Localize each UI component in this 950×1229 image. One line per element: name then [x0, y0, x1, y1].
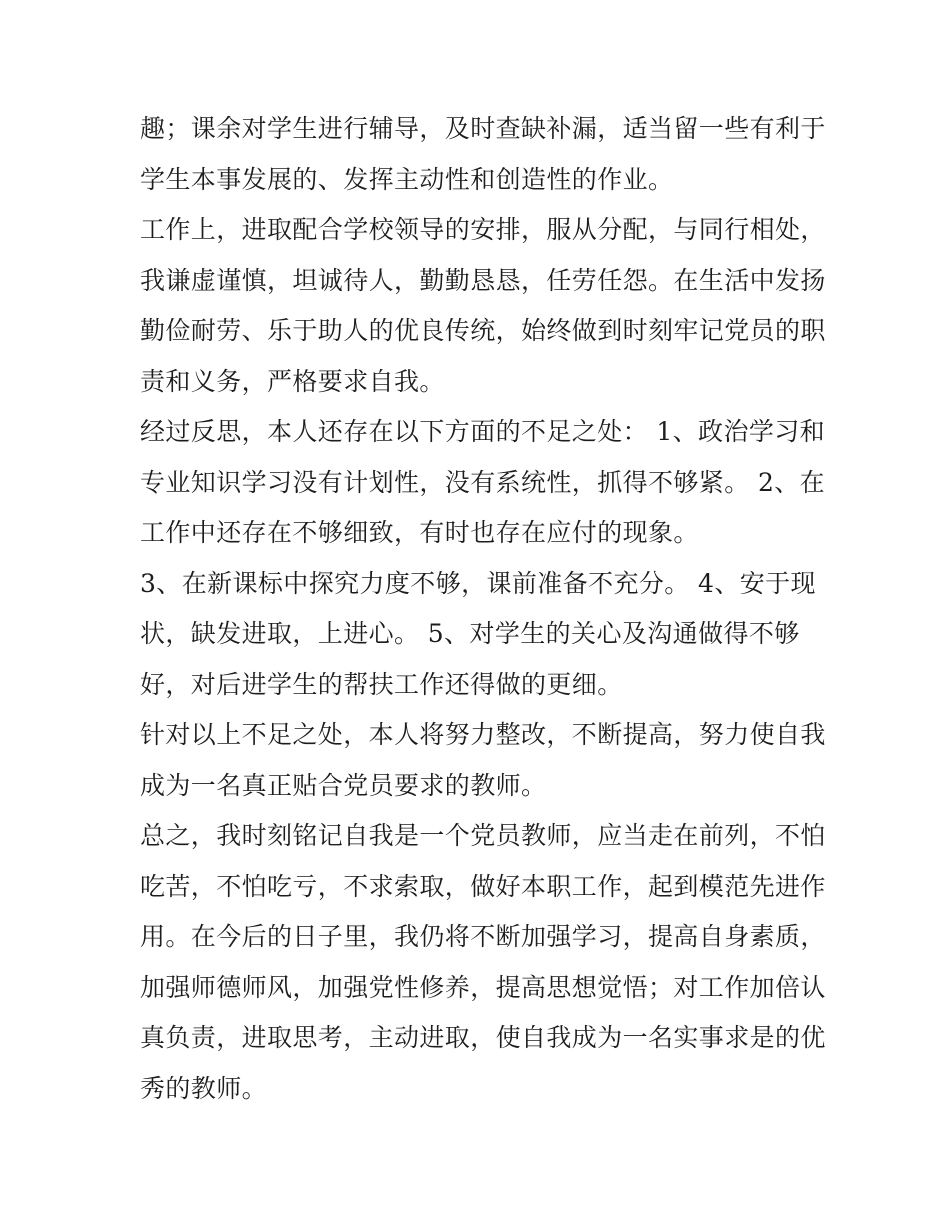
text-line: 勤俭耐劳、乐于助人的优良传统，始终做到时刻牢记党员的职 [140, 316, 826, 345]
text-line: 针对以上不足之处，本人将努力整改，不断提高，努力使自我 [140, 720, 826, 749]
text-line: 责和义务，严格要求自我。 [140, 366, 445, 396]
text-line: 学生本事发展的、发挥主动性和创造性的作业。 [140, 164, 674, 194]
text-line: 总之，我时刻铭记自我是一个党员教师，应当走在前列，不怕 [140, 821, 826, 850]
text-line: 3、在新课标中探究力度不够，课前准备不充分。 4、安于现 [140, 568, 816, 598]
paragraph-3 [140, 407, 826, 559]
text-line: 用。在今后的日子里，我仍将不断加强学习，提高自身素质， [140, 922, 826, 951]
text-line: 专业知识学习没有计划性，没有系统性，抓得不够紧。 2、在 [140, 467, 826, 497]
text-line: 工作上，进取配合学校领导的安排，服从分配，与同行相处， [140, 215, 826, 244]
text-line: 经过反思，本人还存在以下方面的不足之处： 1、政治学习和 [140, 417, 826, 446]
text-line: 吃苦，不怕吃亏，不求索取，做好本职工作，起到模范先进作 [140, 871, 826, 901]
text-line: 加强师德师风，加强党性修养，提高思想觉悟；对工作加倍认 [140, 972, 826, 1002]
paragraph-6 [140, 811, 826, 1114]
text-line: 状，缺发进取，上进心。 5、对学生的关心及沟通做得不够 [140, 619, 800, 648]
text-line: 趣；课余对学生进行辅导，及时查缺补漏，适当留一些有利于 [140, 114, 826, 143]
paragraph-2 [140, 205, 826, 407]
paragraph-4 [140, 559, 820, 711]
text-line: 真负责，进取思考，主动进取，使自我成为一名实事求是的优 [140, 1023, 826, 1052]
paragraph-5 [140, 710, 826, 811]
text-line: 工作中还存在不够细致，有时也存在应付的现象。 [140, 518, 699, 547]
paragraph-1 [140, 104, 826, 205]
text-line: 好，对后进学生的帮扶工作还得做的更细。 [140, 669, 623, 699]
text-line: 秀的教师。 [140, 1073, 268, 1103]
document-body [140, 104, 826, 1114]
text-line: 我谦虚谨慎，坦诚待人，勤勤恳恳，任劳任怨。在生活中发扬 [140, 265, 826, 295]
text-line: 成为一名真正贴合党员要求的教师。 [140, 770, 547, 800]
